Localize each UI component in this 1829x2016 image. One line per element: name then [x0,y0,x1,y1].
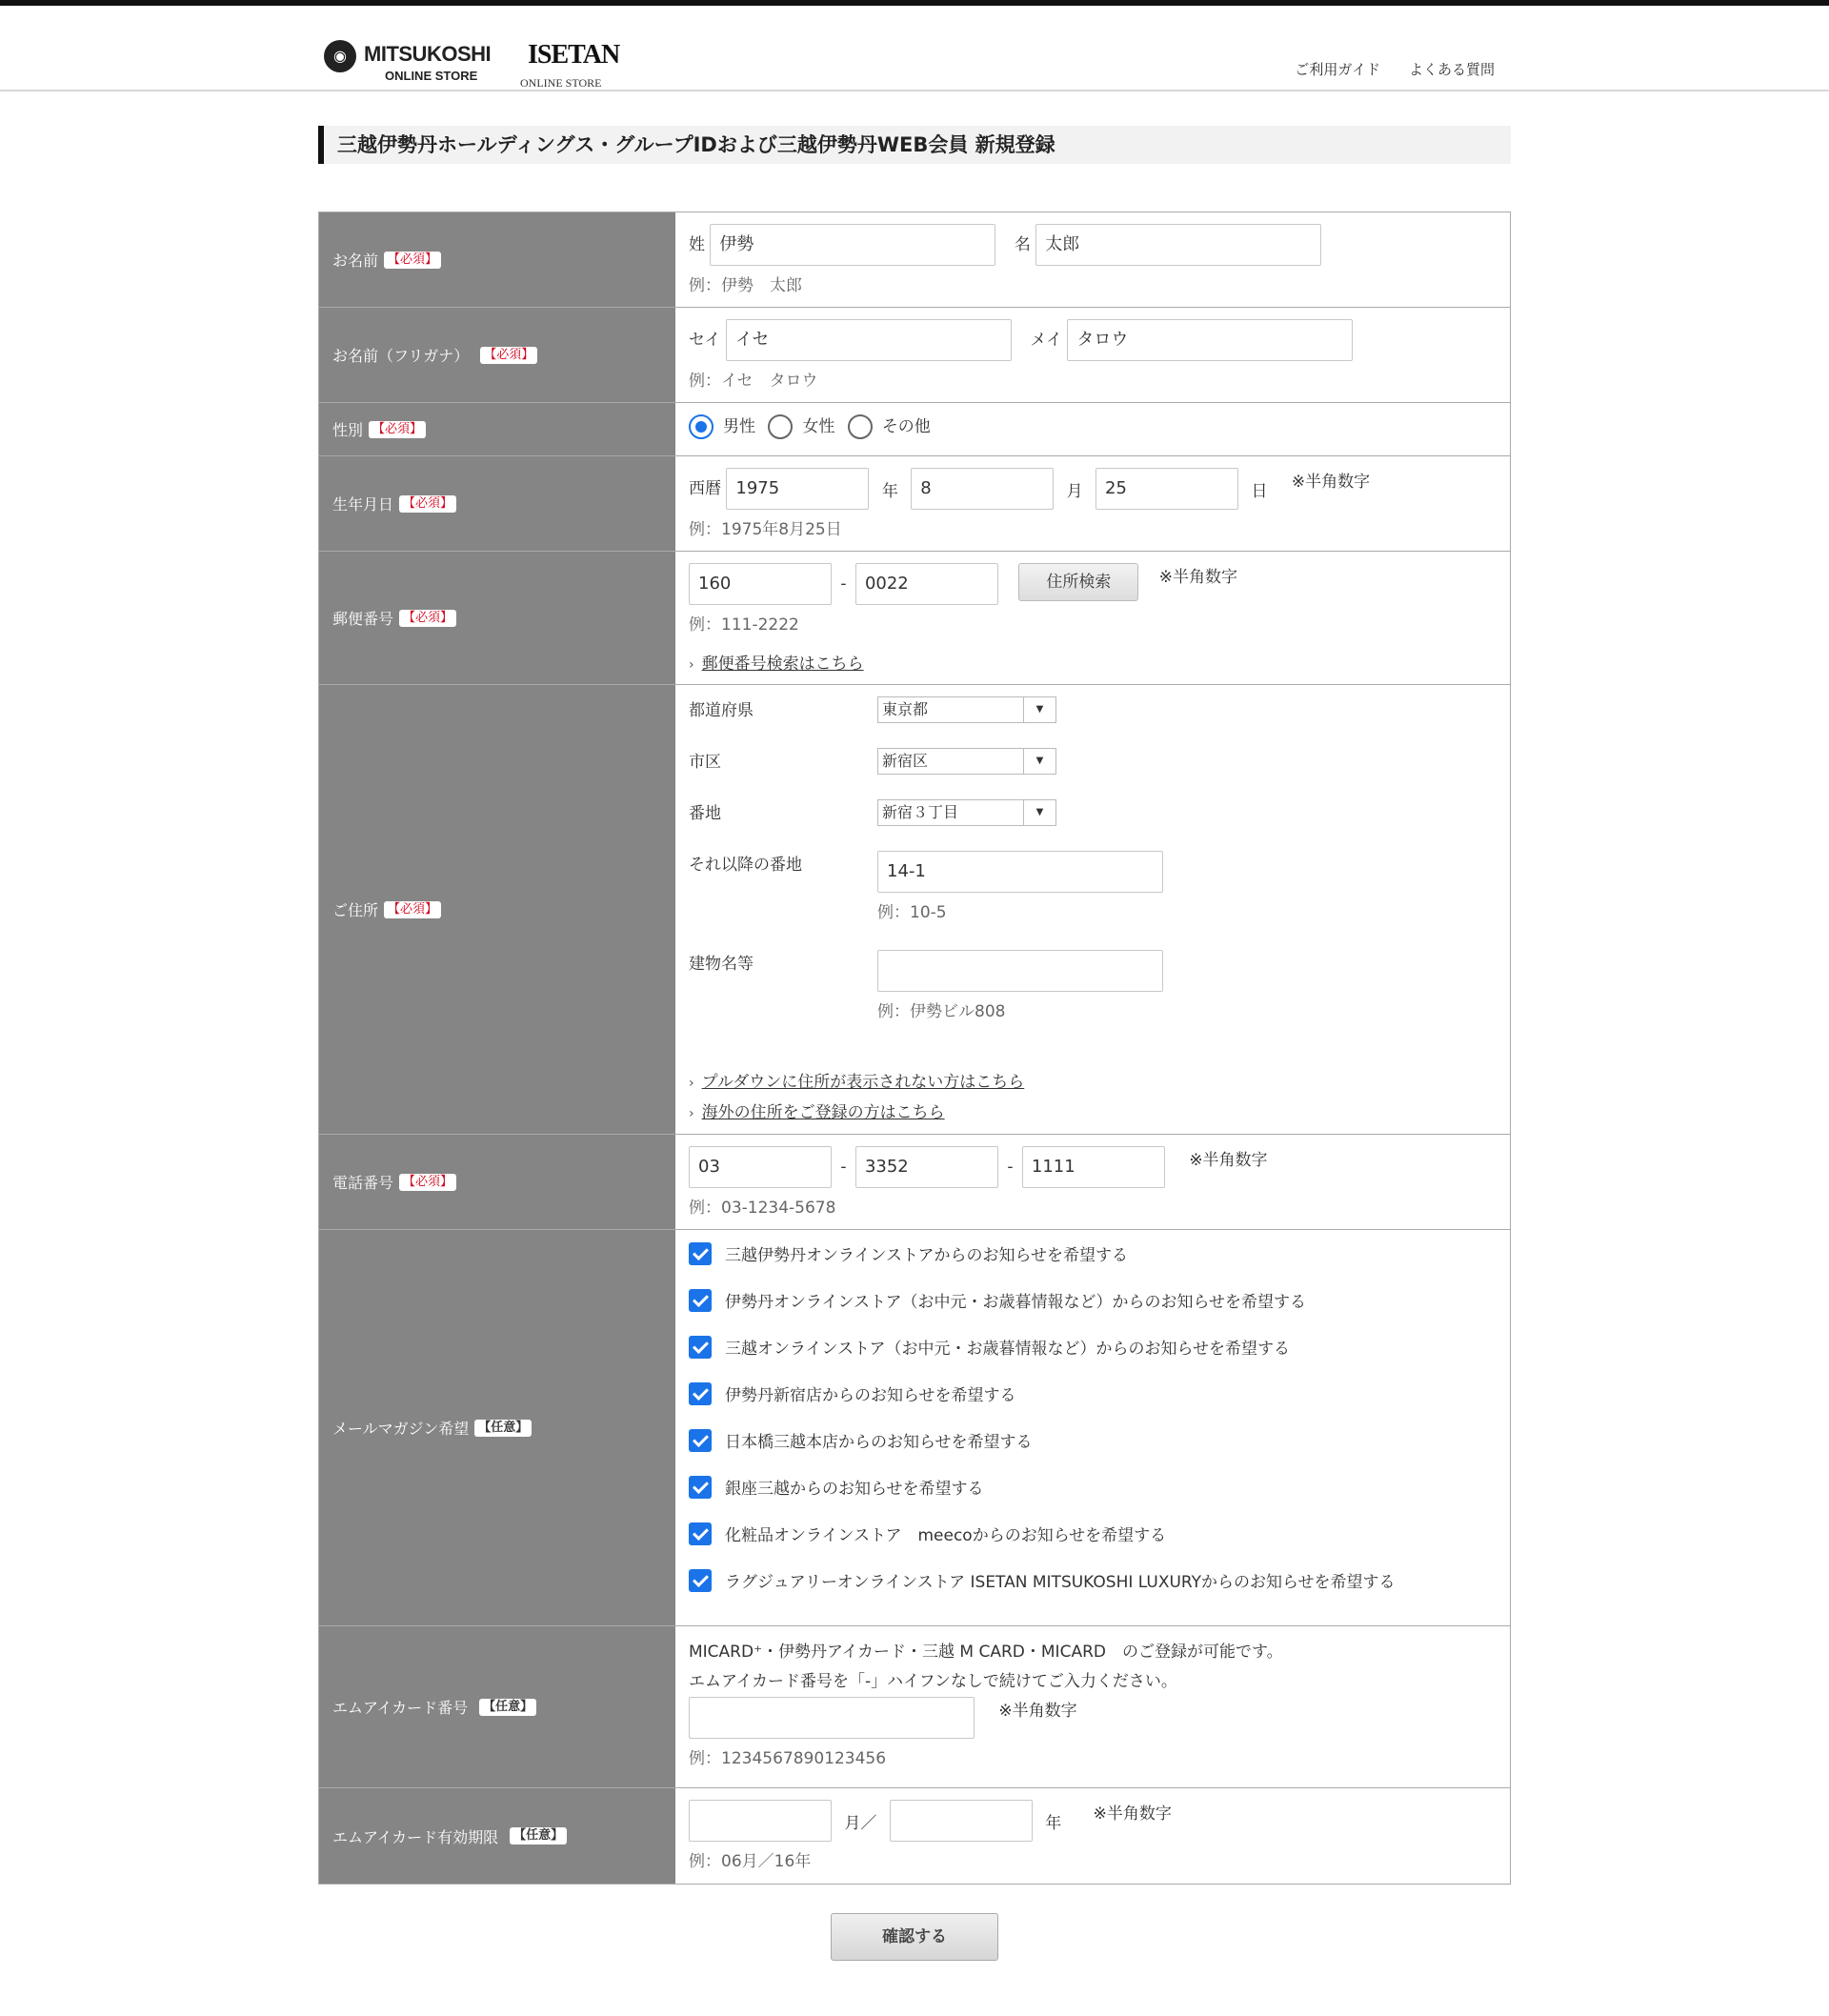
page-title: 三越伊勢丹ホールディングス・グループIDおよび三越伊勢丹WEB会員 新規登録 [318,126,1511,164]
dropdown-arrow-icon: ▼ [1023,749,1055,774]
required-badge: 【必須】 [399,1174,456,1191]
checkbox-checked-icon[interactable] [689,1476,712,1499]
postal-label: 郵便番号 【必須】 [319,552,675,684]
postal-example: 例：111-2222 [689,615,799,635]
mail-magazine-label: メールマガジン希望 【任意】 [319,1230,675,1625]
mi-card-row: エムアイカード番号 【任意】 MICARD⁺・伊勢丹アイカード・三越 M CARD・MICARD のご登録が可能です。 エムアイカード番号を「-」ハイフンなしで続けてご入力ください。 ※半角数字 例：1234567890123456 [319,1626,1510,1788]
pulldown-help-link[interactable]: プルダウンに住所が表示されない方はこちら [701,1073,1025,1092]
mail-option-item[interactable]: 伊勢丹オンラインストア（お中元・お歳暮情報など）からのお知らせを希望する [689,1277,1497,1323]
checkbox-checked-icon[interactable] [689,1569,712,1592]
checkbox-checked-icon[interactable] [689,1382,712,1405]
address-label: ご住所 【必須】 [319,685,675,1134]
mail-option-item[interactable]: 伊勢丹新宿店からのお知らせを希望する [689,1370,1497,1417]
gender-female-radio[interactable] [768,414,793,439]
mitsukoshi-emblem-icon: ◉ [324,40,356,72]
mail-option-item[interactable]: 銀座三越からのお知らせを希望する [689,1463,1497,1510]
postal-second-input[interactable]: 0022 [855,563,998,605]
name-label: お名前 【必須】 [319,212,675,307]
required-badge: 【必須】 [384,252,441,269]
dropdown-arrow-icon: ▼ [1023,697,1055,722]
mail-option-item[interactable]: 三越オンラインストア（お中元・お歳暮情報など）からのお知らせを希望する [689,1323,1497,1370]
birth-year-input[interactable]: 1975 [726,468,869,510]
birthday-example: 例：1975年8月25日 [689,520,842,539]
birthday-row: 生年月日 【必須】 西暦 1975 年 8 月 25 日 ※半角数字 例：1975年8月25日 [319,456,1510,552]
guide-link[interactable]: ご利用ガイド [1295,61,1380,78]
checkbox-checked-icon[interactable] [689,1522,712,1545]
required-badge: 【必須】 [399,610,456,627]
birth-day-input[interactable]: 25 [1095,468,1238,510]
postal-row: 郵便番号 【必須】 160 - 0022 住所検索 ※半角数字 例：111-2222 › 郵便番号検索はこちら [319,552,1510,685]
checkbox-checked-icon[interactable] [689,1429,712,1452]
required-badge: 【必須】 [399,495,456,513]
address-search-button[interactable]: 住所検索 [1018,563,1138,601]
name-row: お名前 【必須】 姓 伊勢 名 太郎 例：伊勢 太郎 [319,212,1510,308]
phone-label: 電話番号 【必須】 [319,1135,675,1229]
isetan-logo[interactable]: ISETAN ONLINE STORE [520,40,620,90]
phone-part1-input[interactable]: 03 [689,1146,832,1188]
mi-card-example: 例：1234567890123456 [689,1749,887,1768]
chevron-right-icon: › [689,1106,694,1121]
address-row: ご住所 【必須】 都道府県 東京都 ▼ 市区 新宿区 ▼ 番地 新宿３丁目 ▼ それ以降の番地 14-1 例：10-5 建物名等 例：伊勢ビル808 › プルダウンに住所が表示されない方はこちら › 海外の住所をご登録の方はこちら [319,685,1510,1135]
overseas-address-link[interactable]: 海外の住所をご登録の方はこちら [701,1103,945,1122]
expiry-year-input[interactable] [890,1800,1033,1842]
last-name-input[interactable]: 伊勢 [710,224,995,266]
mail-option-item[interactable]: 化粧品オンラインストア meecoからのお知らせを希望する [689,1510,1497,1557]
checkbox-checked-icon[interactable] [689,1336,712,1359]
phone-example: 例：03-1234-5678 [689,1199,836,1218]
kana-row: お名前（フリガナ） 【必須】 セイ イセ メイ タロウ 例：イセ タロウ [319,308,1510,403]
required-badge: 【必須】 [369,421,426,438]
mail-option-item[interactable]: ラグジュアリーオンラインストア ISETAN MITSUKOSHI LUXURYからのお知らせを希望する [689,1557,1497,1603]
phone-part2-input[interactable]: 3352 [855,1146,998,1188]
gender-row: 性別 【必須】 男性 女性 その他 [319,403,1510,456]
street-number-input[interactable]: 14-1 [877,851,1163,893]
building-input[interactable] [877,950,1163,992]
kana-example: 例：イセ タロウ [689,372,818,391]
birth-month-input[interactable]: 8 [911,468,1054,510]
prefecture-select[interactable]: 東京都 ▼ [877,696,1056,723]
block-select[interactable]: 新宿３丁目 ▼ [877,799,1056,826]
site-header [0,6,1829,91]
checkbox-checked-icon[interactable] [689,1289,712,1312]
name-example: 例：伊勢 太郎 [689,276,802,295]
phone-row: 電話番号 【必須】 03 - 3352 - 1111 ※半角数字 例：03-1234-5678 [319,1135,1510,1230]
city-select[interactable]: 新宿区 ▼ [877,748,1056,775]
checkbox-checked-icon[interactable] [689,1242,712,1265]
optional-badge: 【任意】 [474,1420,532,1437]
mi-card-label: エムアイカード番号 【任意】 [319,1626,675,1787]
gender-label: 性別 【必須】 [319,403,675,455]
chevron-right-icon: › [689,1076,694,1091]
postal-search-link[interactable]: 郵便番号検索はこちら [701,655,864,674]
registration-form [318,212,1511,1885]
phone-part3-input[interactable]: 1111 [1022,1146,1165,1188]
gender-male-radio[interactable] [689,414,714,439]
expiry-example: 例：06月／16年 [689,1852,812,1871]
birthday-label: 生年月日 【必須】 [319,456,675,551]
mi-expiry-label: エムアイカード有効期限 【任意】 [319,1788,675,1884]
required-badge: 【必須】 [480,347,537,364]
dropdown-arrow-icon: ▼ [1023,800,1055,825]
confirm-button[interactable]: 確認する [831,1913,998,1961]
mi-card-number-input[interactable] [689,1697,975,1739]
required-badge: 【必須】 [384,901,441,918]
gender-other-radio[interactable] [848,414,873,439]
kana-label: お名前（フリガナ） 【必須】 [319,308,675,402]
optional-badge: 【任意】 [510,1827,567,1845]
postal-first-input[interactable]: 160 [689,563,832,605]
mail-magazine-row [319,1230,1510,1626]
chevron-right-icon: › [689,657,694,673]
expiry-month-input[interactable] [689,1800,832,1842]
first-name-input[interactable]: 太郎 [1035,224,1321,266]
first-name-kana-input[interactable]: タロウ [1067,319,1353,361]
mi-expiry-row: エムアイカード有効期限 【任意】 月／ 年 ※半角数字 例：06月／16年 [319,1788,1510,1884]
header-links [1295,59,1495,79]
optional-badge: 【任意】 [479,1699,536,1716]
mitsukoshi-logo[interactable]: ◉ MITSUKOSHI ONLINE STORE [324,40,514,90]
mail-option-item[interactable]: 三越伊勢丹オンラインストアからのお知らせを希望する [689,1230,1497,1277]
faq-link[interactable]: よくある質問 [1408,61,1495,78]
last-name-kana-input[interactable]: イセ [726,319,1012,361]
mail-option-item[interactable]: 日本橋三越本店からのお知らせを希望する [689,1417,1497,1463]
